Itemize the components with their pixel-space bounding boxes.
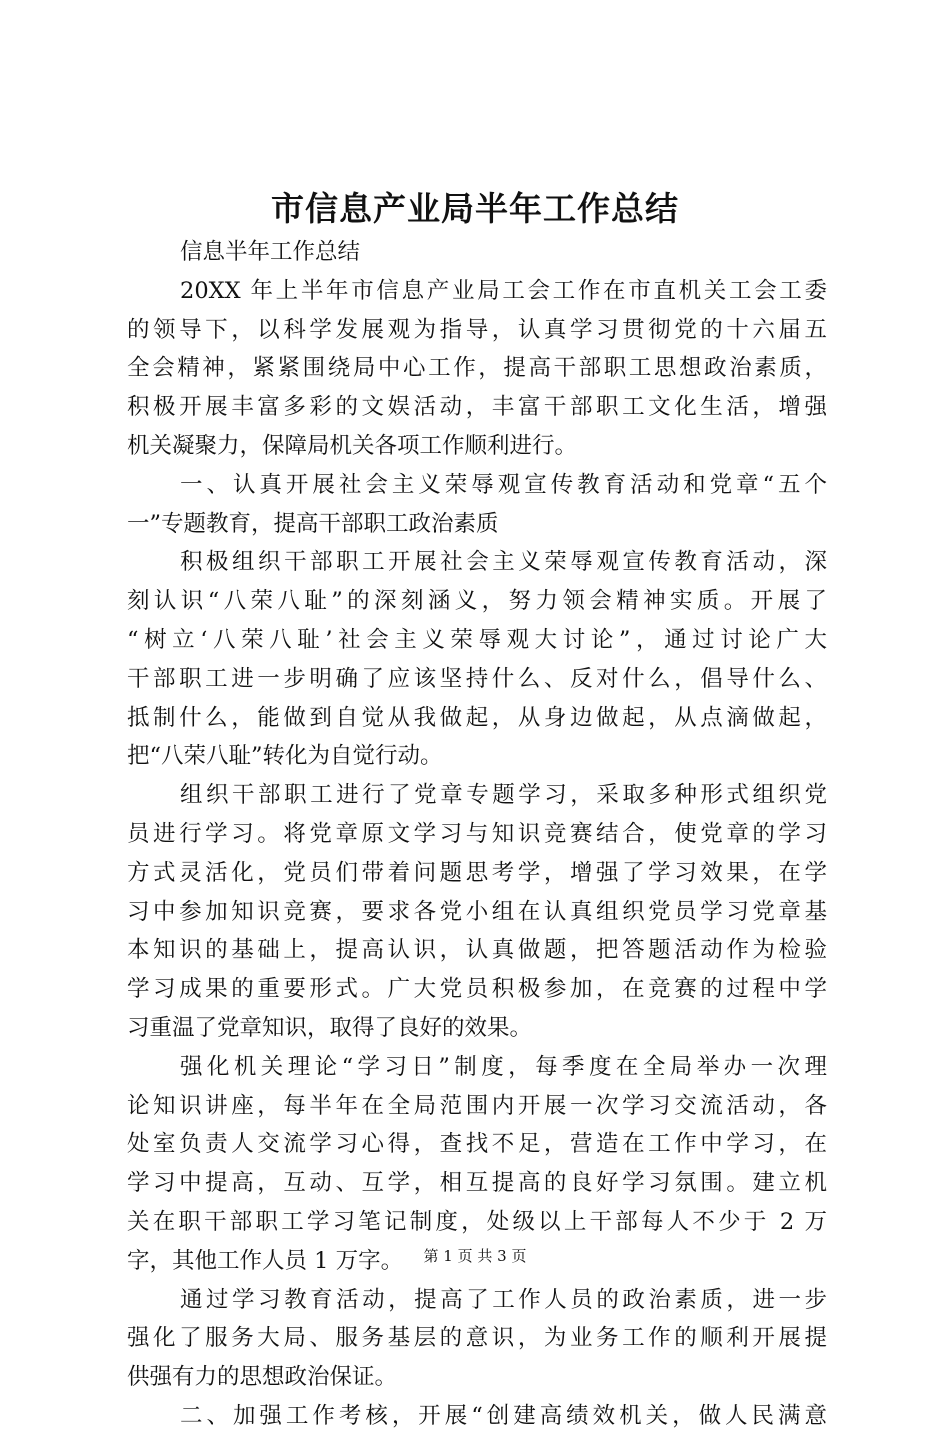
text-line: 强化机关理论“学习日”制度，每季度在全局举办一次理 xyxy=(180,1053,827,1080)
text-line: 本知识的基础上，提高认识，认真做题，把答题活动作为检验 xyxy=(127,937,827,964)
text-line: 积极开展丰富多彩的文娱活动，丰富干部职工文化生活，增强 xyxy=(127,394,827,421)
text-line: 习重温了党章知识，取得了良好的效果。 xyxy=(127,1014,533,1041)
text-line: “树立‘八荣八耻’社会主义荣辱观大讨论”，通过讨论广大 xyxy=(127,626,827,653)
document-title: 市信息产业局半年工作总结 xyxy=(271,189,679,228)
text-line: 供强有力的思想政治保证。 xyxy=(127,1364,398,1391)
text-line: 20XX 年上半年市信息产业局工会工作在市直机关工会工委 xyxy=(180,277,827,304)
text-line: 信息半年工作总结 xyxy=(180,239,361,265)
text-line: 一、认真开展社会主义荣辱观宣传教育活动和党章“五个 xyxy=(180,471,827,498)
text-line: 论知识讲座，每半年在全局范围内开展一次学习交流活动，各 xyxy=(127,1092,827,1119)
text-line: 抵制什么，能做到自觉从我做起，从身边做起，从点滴做起， xyxy=(127,704,827,731)
text-line: 处室负责人交流学习心得，查找不足，营造在工作中学习，在 xyxy=(127,1131,827,1158)
text-line: 学习成果的重要形式。广大党员积极参加，在竞赛的过程中学 xyxy=(127,976,827,1003)
text-line: 字，其他工作人员 1 万字。 xyxy=(127,1247,404,1274)
text-line: 方式灵活化，党员们带着问题思考学，增强了学习效果，在学 xyxy=(127,859,827,886)
text-line: 干部职工进一步明确了应该坚持什么、反对什么，倡导什么、 xyxy=(127,665,827,692)
page-footer: 第 1 页 共 3 页 xyxy=(423,1247,527,1265)
text-line: 机关凝聚力，保障局机关各项工作顺利进行。 xyxy=(127,432,578,459)
text-line: 员进行学习。将党章原文学习与知识竞赛结合，使党章的学习 xyxy=(127,820,827,847)
text-line: 全会精神，紧紧围绕局中心工作，提高干部职工思想政治素质， xyxy=(127,355,827,382)
text-line: 刻认识“八荣八耻”的深刻涵义，努力领会精神实质。开展了 xyxy=(127,588,827,615)
text-line: 关在职干部职工学习笔记制度，处级以上干部每人不少于 2 万 xyxy=(127,1208,827,1235)
text-line: 一”专题教育，提高干部职工政治素质 xyxy=(127,510,499,537)
text-line: 的领导下，以科学发展观为指导，认真学习贯彻党的十六届五 xyxy=(127,316,827,343)
text-line: 习中参加知识竞赛，要求各党小组在认真组织党员学习党章基 xyxy=(127,898,827,925)
text-line: 学习中提高，互动、互学，相互提高的良好学习氛围。建立机 xyxy=(127,1170,827,1197)
text-line: 二、加强工作考核，开展“创建高绩效机关，做人民满意 xyxy=(180,1402,827,1429)
text-line: 通过学习教育活动，提高了工作人员的政治素质，进一步 xyxy=(180,1286,827,1313)
text-line: 强化了服务大局、服务基层的意识，为业务工作的顺利开展提 xyxy=(127,1325,827,1352)
text-line: 组织干部职工进行了党章专题学习，采取多种形式组织党 xyxy=(180,782,827,809)
text-line: 积极组织干部职工开展社会主义荣辱观宣传教育活动，深 xyxy=(180,549,827,576)
text-line: 把“八荣八耻”转化为自觉行动。 xyxy=(127,743,443,770)
